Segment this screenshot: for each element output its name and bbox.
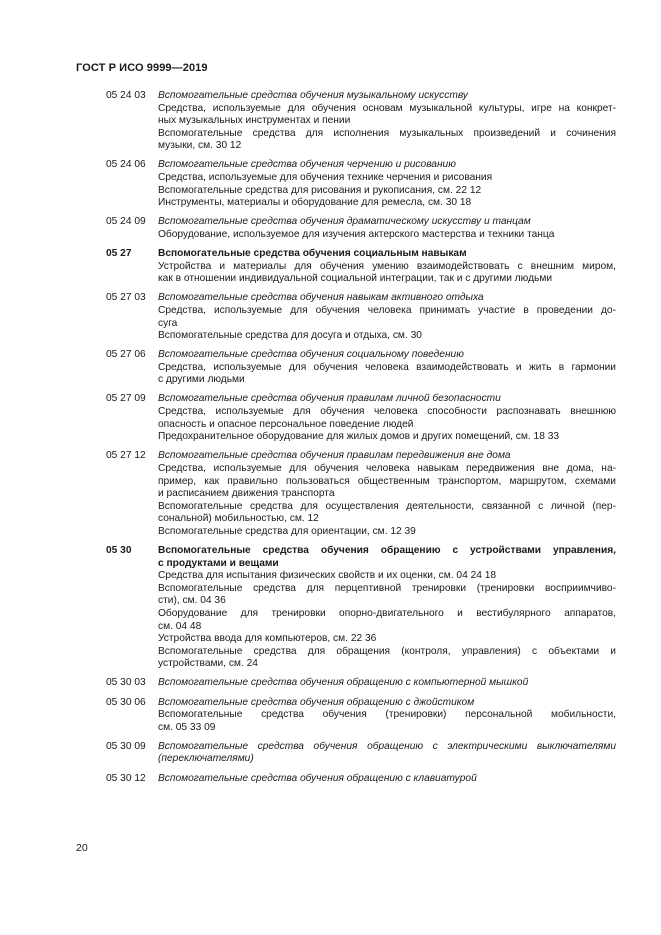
description-line: Средства, используемые для обучения человека способности распознавать внешнюю	[158, 406, 616, 418]
classification-code: 05 27 06	[106, 349, 146, 361]
section-entry	[106, 248, 616, 286]
entry-title: Вспомогательные средства обучения навыкам активного отдыха	[158, 292, 484, 304]
entry-title: Вспомогательные средства обучения правилам личной безопасности	[158, 393, 501, 405]
description-line: Средства, используемые для обучения человека навыкам передвижения вне дома, на-	[158, 462, 616, 474]
entry-content	[158, 216, 616, 241]
description-line: Предохранительное оборудование для жилых домов и других помещений, см. 18 33	[158, 431, 560, 443]
entry-title: Вспомогательные средства обучения обращению с электрическими выключателями	[158, 740, 616, 752]
description-line: Средства, используемые для обучения человека взаимодействовать и жить в гармонии	[158, 361, 616, 373]
classification-code: 05 30 06	[106, 696, 146, 708]
classification-code: 05 30 09	[106, 740, 146, 752]
description-line: см. 04 48	[158, 620, 202, 632]
entry-title: Вспомогательные средства обучения обращению с устройствами управления,	[158, 545, 616, 556]
entry-title: Вспомогательные средства обучения обращению с джойстиком	[158, 696, 475, 708]
description-line: Оборудование для тренировки опорно-двигательного и вестибулярного аппаратов,	[158, 607, 616, 619]
classification-code: 05 27 03	[106, 292, 146, 304]
subsection-entry	[106, 349, 616, 387]
description-line: пример, как правильно пользоваться общественным транспортом, маршрутом, схемами	[158, 475, 616, 487]
description-line: Вспомогательные средства для рисования и рукописания, см. 22 12	[158, 184, 482, 196]
description-line: суга	[158, 317, 178, 329]
entry-title: Вспомогательные средства обучения черчению и рисованию	[158, 159, 456, 171]
description-line: Вспомогательные средства обучения (тренировки) персональной мобильности,	[158, 709, 616, 721]
description-line: Вспомогательные средства для досуга и отдыха, см. 30	[158, 330, 422, 342]
entry-content	[158, 697, 616, 735]
entry-content	[158, 677, 616, 690]
subsection-entry	[106, 450, 616, 538]
entry-content	[158, 393, 616, 443]
subsection-entry	[106, 697, 616, 735]
description-line: Вспомогательные средства для осуществления деятельности, связанной с личной (пер-	[158, 500, 616, 512]
description-line: см. 05 33 09	[158, 721, 216, 733]
entry-title: Вспомогательные средства обучения социальным навыкам	[158, 248, 467, 260]
subsection-entry	[106, 90, 616, 153]
description-line: Вспомогательные средства для перцептивной тренировки (тренировки восприимчиво-	[158, 582, 616, 594]
description-line: Вспомогательные средства для ориентации, см. 12 39	[158, 525, 416, 537]
classification-code: 05 24 06	[106, 159, 146, 171]
classification-code: 05 27 09	[106, 393, 146, 405]
subsection-entry	[106, 773, 616, 786]
entry-content	[158, 741, 616, 766]
description-line: с другими людьми	[158, 374, 245, 386]
description-line: музыки, см. 30 12	[158, 140, 242, 152]
description-line: и расписанием движения транспорта	[158, 488, 335, 500]
description-line: Инструменты, материалы и оборудование для ремесла, см. 30 18	[158, 197, 472, 209]
description-line: ных музыкальных инструментах и пении	[158, 115, 351, 127]
subsection-entry	[106, 216, 616, 241]
description-line: Средства для испытания физических свойств и их оценки, см. 04 24 18	[158, 570, 497, 582]
subsection-entry	[106, 393, 616, 443]
entry-title: Вспомогательные средства обучения музыкальному искусству	[158, 90, 468, 101]
classification-code: 05 24 09	[106, 216, 146, 228]
subsection-entry	[106, 159, 616, 209]
description-line: Вспомогательные средства для обращения (контроля, управления) с объектами и	[158, 645, 616, 657]
description-line: как в отношении индивидуальной социальной интеграции, так и с другими людьми	[158, 273, 553, 285]
entry-content	[158, 90, 616, 153]
subsection-entry	[106, 677, 616, 690]
subsection-entry	[106, 741, 616, 766]
description-line: Вспомогательные средства для исполнения музыкальных произведений и сочинения	[158, 127, 616, 139]
description-line: Средства, используемые для обучения технике черчения и рисования	[158, 172, 493, 184]
entry-title: Вспомогательные средства обучения обращению с компьютерной мышкой	[158, 677, 529, 689]
classification-code: 05 30	[106, 545, 132, 556]
description-line: Устройства и материалы для обучения умению взаимодействовать с внешним миром,	[158, 260, 616, 272]
entry-title: Вспомогательные средства обучения обращению с клавиатурой	[158, 772, 477, 784]
classification-code: 05 27 12	[106, 450, 146, 462]
entry-content	[158, 773, 616, 786]
subsection-entry	[106, 292, 616, 342]
classification-code: 05 27	[106, 248, 132, 260]
entry-title: Вспомогательные средства обучения правилам передвижения вне дома	[158, 450, 511, 462]
entry-title: (переключателями)	[158, 753, 254, 765]
description-line: сональной) мобильностью, см. 12	[158, 513, 319, 525]
document-body	[106, 90, 616, 792]
page-header: ГОСТ Р ИСО 9999—2019	[76, 62, 208, 74]
entry-content	[158, 450, 616, 538]
entry-content	[158, 292, 616, 342]
description-line: сти), см. 04 36	[158, 595, 226, 607]
entry-content	[158, 545, 616, 671]
entry-content	[158, 248, 616, 286]
entry-content	[158, 349, 616, 387]
classification-code: 05 30 12	[106, 772, 146, 784]
description-line: Устройства ввода для компьютеров, см. 22 36	[158, 633, 377, 645]
section-entry	[106, 545, 616, 671]
classification-code: 05 24 03	[106, 90, 146, 101]
description-line: Средства, используемые для обучения человека принимать участие в проведении до-	[158, 304, 616, 316]
entry-title: Вспомогательные средства обучения драматическому искусству и танцам	[158, 216, 531, 228]
entry-title: Вспомогательные средства обучения социальному поведению	[158, 349, 464, 361]
description-line: Средства, используемые для обучения основам музыкальной культуры, игре на конкрет-	[158, 102, 616, 114]
description-line: опасность и опасное персональное поведение людей	[158, 418, 414, 430]
description-line: устройствами, см. 24	[158, 658, 258, 670]
entry-title: с продуктами и вещами	[158, 557, 279, 569]
classification-code: 05 30 03	[106, 677, 146, 689]
page-number: 20	[76, 842, 88, 854]
description-line: Оборудование, используемое для изучения актерского мастерства и техники танца	[158, 228, 555, 240]
entry-content	[158, 159, 616, 209]
